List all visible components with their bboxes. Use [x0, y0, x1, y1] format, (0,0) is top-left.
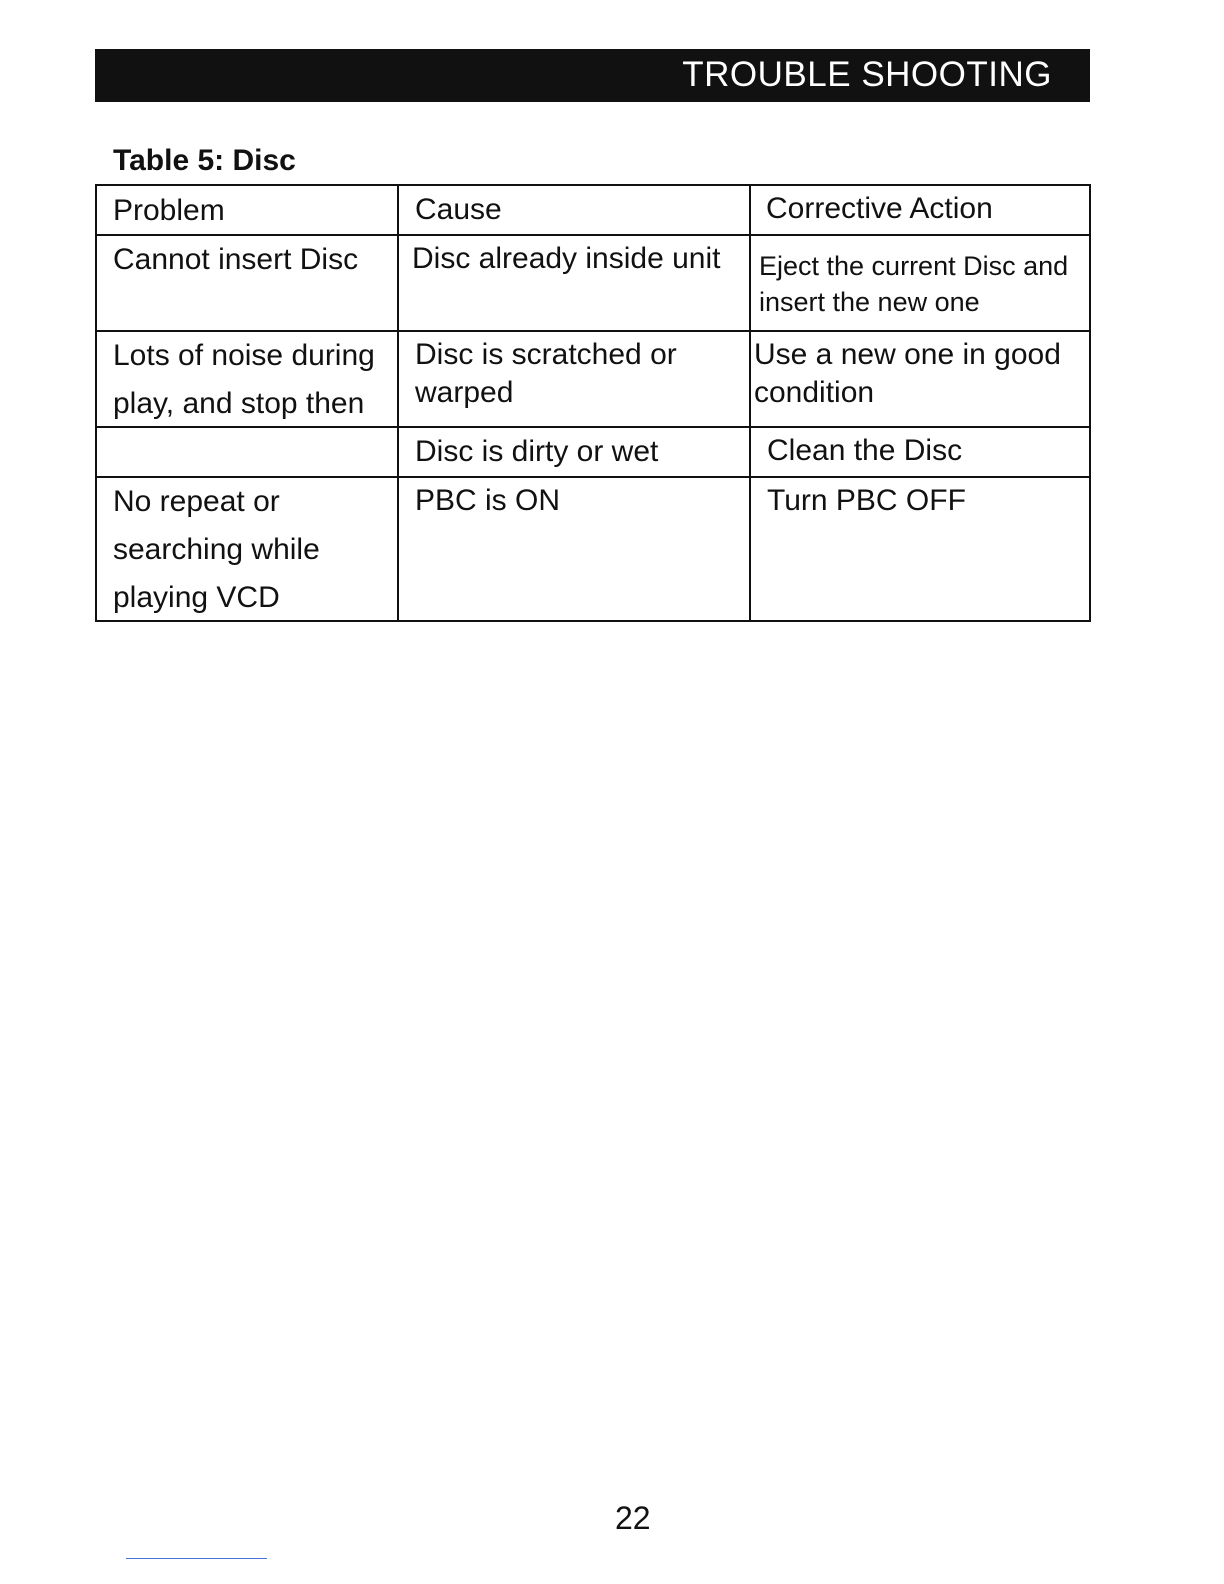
table-border-right: [1089, 184, 1091, 622]
column-header-cause: Cause: [415, 193, 502, 226]
table-cell-problem: playing VCD: [113, 581, 280, 614]
table-cell-cause: Disc already inside unit: [412, 242, 721, 275]
table-border-left: [95, 184, 97, 622]
table-cell-problem: Lots of noise during: [113, 339, 375, 372]
section-header-bar: [95, 49, 1090, 102]
table-cell-cause: PBC is ON: [415, 484, 561, 517]
table-caption: Table 5: Disc: [113, 144, 296, 177]
troubleshooting-table: [95, 184, 1091, 622]
table-row-divider: [95, 234, 1091, 236]
table-border-top: [95, 184, 1091, 186]
column-header-problem: Problem: [113, 194, 225, 227]
page-number: 22: [615, 1500, 651, 1536]
table-cell-problem: play, and stop then: [113, 387, 365, 420]
table-cell-action: Eject the current Disc and: [759, 251, 1069, 281]
table-column-divider: [397, 184, 399, 622]
table-cell-cause: Disc is dirty or wet: [415, 435, 659, 468]
footer-divider: [126, 1558, 267, 1559]
table-cell-action: Clean the Disc: [767, 434, 963, 467]
table-cell-action: Turn PBC OFF: [767, 484, 966, 517]
section-title: TROUBLE SHOOTING: [682, 55, 1052, 94]
column-header-corrective-action: Corrective Action: [766, 192, 993, 225]
table-cell-problem: Cannot insert Disc: [113, 243, 359, 276]
table-column-divider: [749, 184, 751, 622]
table-cell-cause: warped: [415, 376, 514, 409]
table-cell-problem: No repeat or: [113, 485, 280, 518]
table-cell-action: condition: [754, 376, 875, 409]
table-cell-cause: Disc is scratched or: [415, 338, 677, 371]
table-cell-action: Use a new one in good: [754, 338, 1061, 371]
table-cell-action: insert the new one: [759, 287, 980, 317]
table-cell-problem: searching while: [113, 533, 320, 566]
